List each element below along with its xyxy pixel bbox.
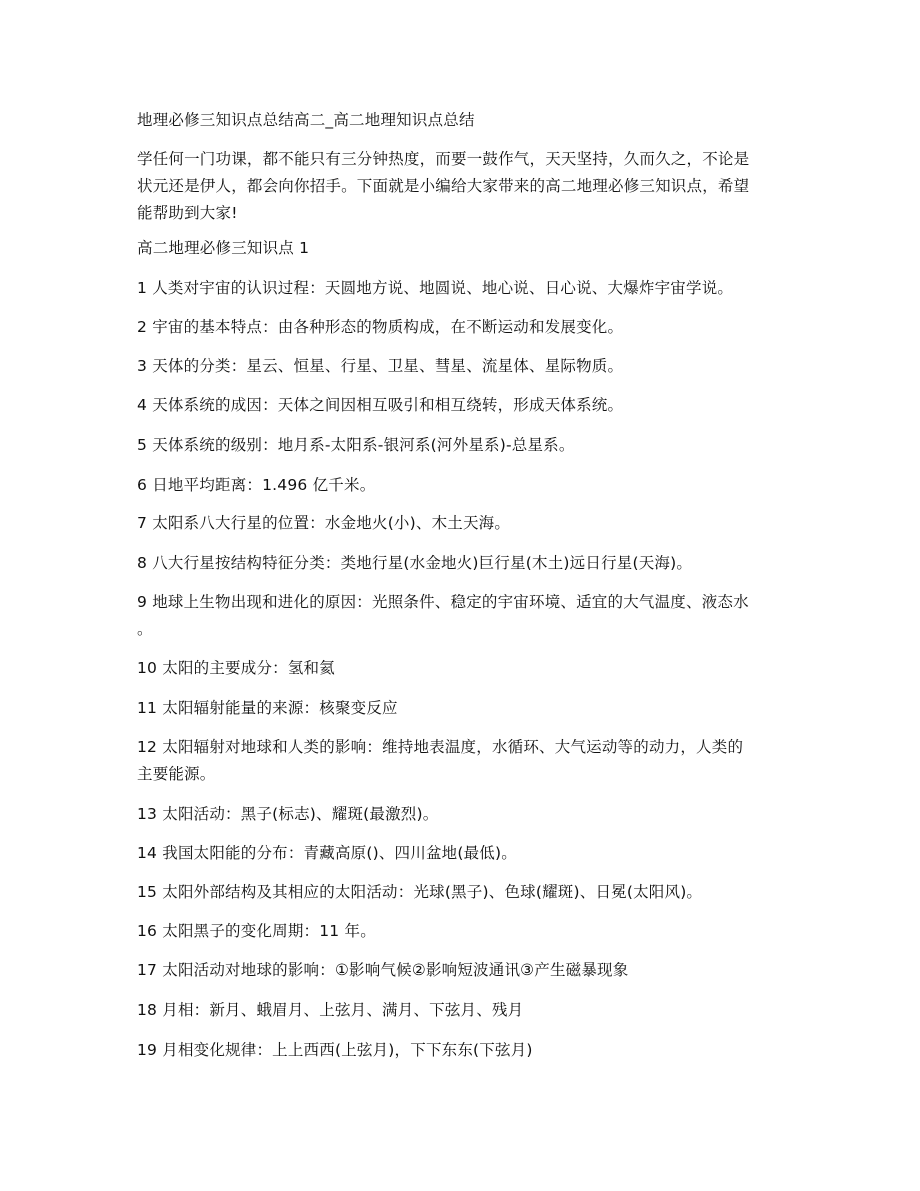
list-item-line: 8 八大行星按结构特征分类：类地行星(水金地火)巨行星(木土)远日行星(天海)。 — [137, 554, 693, 572]
list-item-line: 13 太阳活动：黑子(标志)、耀斑(最激烈)。 — [137, 805, 439, 823]
intro-line: 状元还是伊人，都会向你招手。下面就是小编给大家带来的高二地理必修三知识点，希望 — [137, 177, 750, 195]
list-item-line: 7 太阳系八大行星的位置：水金地火(小)、木土天海。 — [137, 514, 511, 532]
list-item-line: 4 天体系统的成因：天体之间因相互吸引和相互绕转，形成天体系统。 — [137, 396, 624, 414]
list-item-line: 。 — [137, 620, 153, 638]
list-item-line: 18 月相：新月、蛾眉月、上弦月、满月、下弦月、残月 — [137, 1001, 524, 1019]
document-title: 地理必修三知识点总结高二_高二地理知识点总结 — [137, 111, 475, 129]
list-item-line: 11 太阳辐射能量的来源：核聚变反应 — [137, 699, 398, 717]
list-item-line: 14 我国太阳能的分布：青藏高原()、四川盆地(最低)。 — [137, 844, 517, 862]
list-item-line: 主要能源。 — [137, 765, 216, 783]
list-item-line: 1 人类对宇宙的认识过程：天圆地方说、地圆说、地心说、日心说、大爆炸宇宙学说。 — [137, 279, 734, 297]
list-item-line: 12 太阳辐射对地球和人类的影响：维持地表温度，水循环、大气运动等的动力，人类的 — [137, 738, 744, 756]
list-item-line: 15 太阳外部结构及其相应的太阳活动：光球(黑子)、色球(耀斑)、日冕(太阳风)。 — [137, 883, 703, 901]
list-item-line: 16 太阳黑子的变化周期：11 年。 — [137, 922, 376, 940]
list-item-line: 19 月相变化规律：上上西西(上弦月)，下下东东(下弦月) — [137, 1041, 533, 1059]
list-item-line: 10 太阳的主要成分：氢和氦 — [137, 659, 335, 677]
list-item-line: 5 天体系统的级别：地月系-太阳系-银河系(河外星系)-总星系。 — [137, 436, 575, 454]
intro-line: 能帮助到大家! — [137, 204, 238, 222]
list-item-line: 6 日地平均距离：1.496 亿千米。 — [137, 476, 376, 494]
list-item-line: 2 宇宙的基本特点：由各种形态的物质构成，在不断运动和发展变化。 — [137, 318, 624, 336]
section-heading: 高二地理必修三知识点 1 — [137, 239, 310, 257]
list-item-line: 3 天体的分类：星云、恒星、行星、卫星、彗星、流星体、星际物质。 — [137, 357, 624, 375]
list-item-line: 9 地球上生物出现和进化的原因：光照条件、稳定的宇宙环境、适宜的大气温度、液态水 — [137, 593, 749, 611]
intro-line: 学任何一门功课，都不能只有三分钟热度，而要一鼓作气，天天坚持，久而久之，不论是 — [137, 150, 750, 168]
list-item-line: 17 太阳活动对地球的影响：①影响气候②影响短波通讯③产生磁暴现象 — [137, 961, 629, 979]
